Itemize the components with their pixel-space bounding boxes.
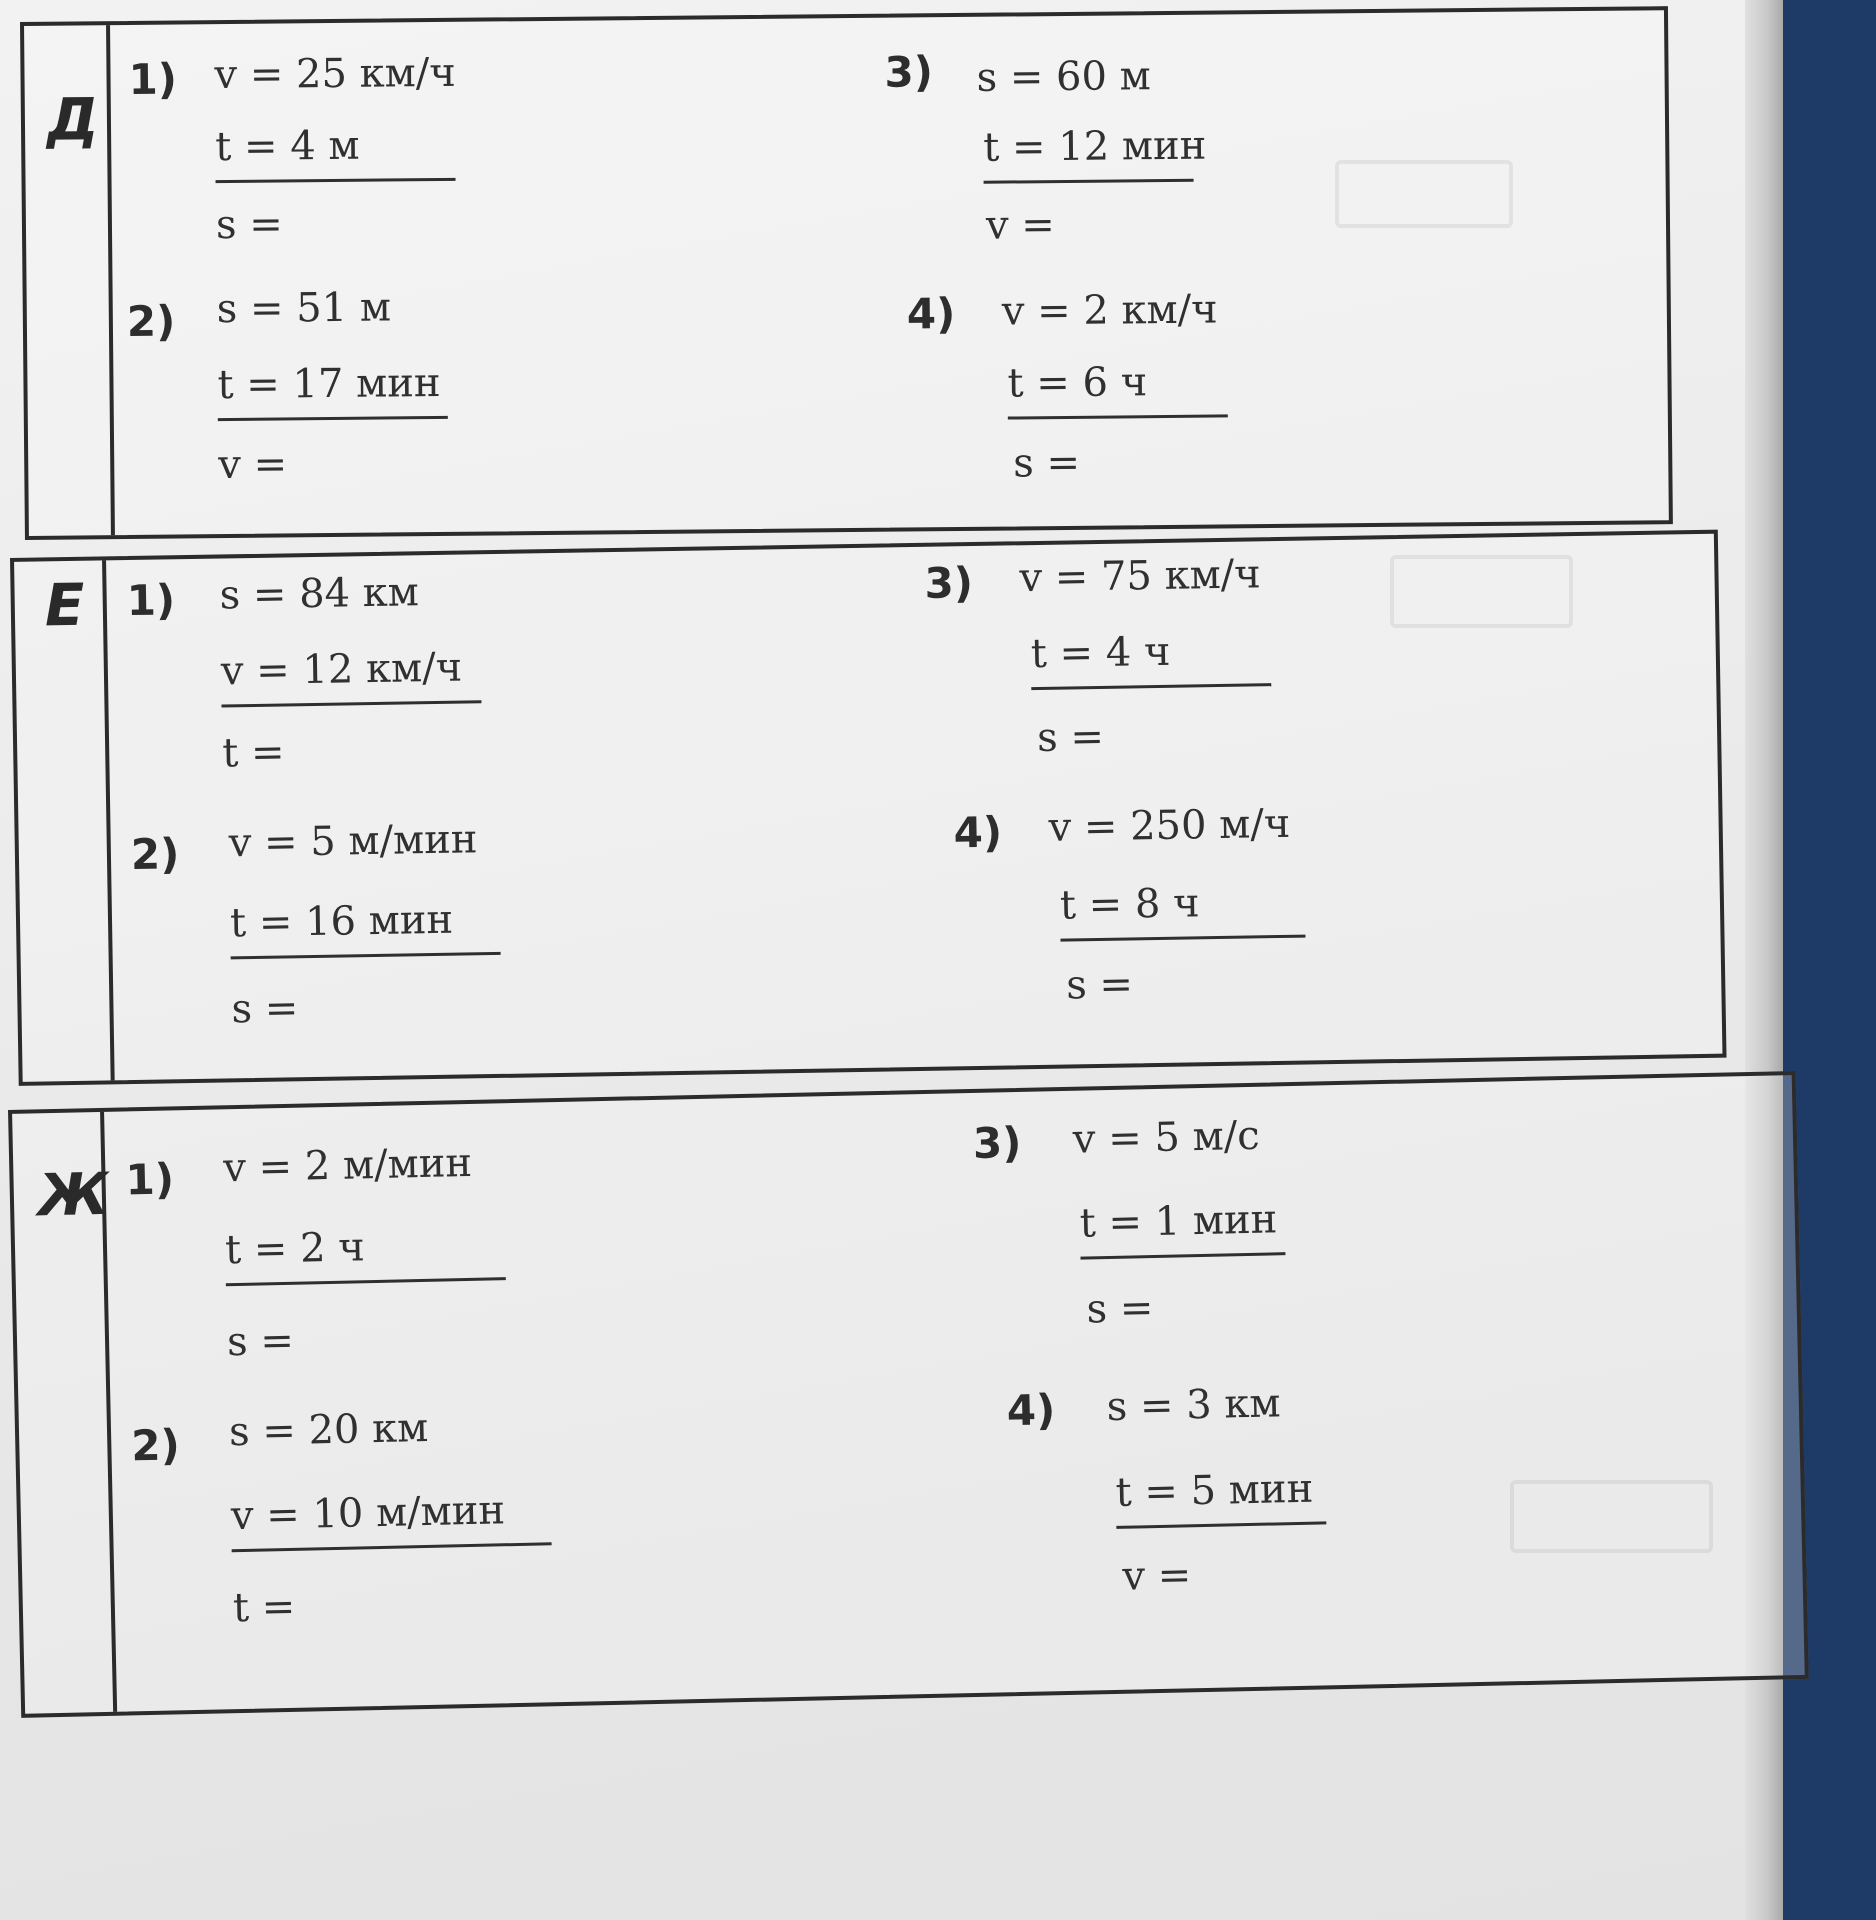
section-zh <box>8 1071 1809 1718</box>
answer-line: t = <box>232 1583 296 1632</box>
given-line: v = 25 км/ч <box>214 49 456 99</box>
problem-number: 3) <box>884 47 934 97</box>
answer-line: s = <box>1013 439 1081 487</box>
section-d <box>20 6 1673 540</box>
problem-number: 1) <box>126 575 176 626</box>
given-line: v = 2 км/ч <box>1001 286 1218 335</box>
problem-number: 2) <box>130 829 180 880</box>
given-line: t = 1 мин <box>1079 1196 1285 1259</box>
given-line: t = 5 мин <box>1115 1465 1326 1529</box>
answer-line: s = <box>1086 1285 1154 1333</box>
section-letter: Е <box>44 570 85 640</box>
problem-number: 4) <box>1006 1385 1056 1436</box>
answer-line: v = <box>1121 1552 1192 1600</box>
given-line: t = 8 ч <box>1060 879 1306 942</box>
answer-line: t = <box>221 729 285 777</box>
given-line: t = 17 мин <box>217 360 448 421</box>
given-line: t = 12 мин <box>983 123 1194 184</box>
given-line: s = 20 км <box>228 1404 429 1456</box>
answer-line: s = <box>1065 961 1134 1009</box>
section-letter: Ж <box>37 1159 110 1230</box>
answer-line: s = <box>231 985 299 1033</box>
given-line: v = 75 км/ч <box>1019 551 1262 602</box>
given-line: t = 2 ч <box>225 1221 506 1286</box>
section-letter: Д <box>46 85 99 154</box>
given-line: t = 16 мин <box>230 896 501 959</box>
given-line: v = 250 м/ч <box>1048 800 1291 851</box>
given-line: v = 12 км/ч <box>221 644 482 707</box>
answer-line: v = <box>218 441 288 489</box>
given-line: v = 2 м/мин <box>222 1139 473 1192</box>
problem-number: 3) <box>972 1117 1022 1168</box>
given-line: t = 4 ч <box>1030 627 1271 690</box>
section-e <box>10 530 1727 1086</box>
given-line: t = 6 ч <box>1007 358 1228 419</box>
answer-line: s = <box>226 1317 295 1366</box>
given-line: s = 3 км <box>1106 1380 1281 1431</box>
given-line: s = 51 м <box>216 284 392 333</box>
problem-number: 3) <box>924 558 974 608</box>
answer-line: v = <box>985 202 1056 249</box>
given-line: s = 84 км <box>219 569 420 619</box>
given-line: t = 4 м <box>215 122 456 183</box>
given-line: s = 60 м <box>976 53 1151 101</box>
answer-line: s = <box>215 201 283 249</box>
problem-number: 4) <box>953 807 1003 858</box>
problem-number: 2) <box>130 1420 181 1471</box>
problem-number: 1) <box>128 54 178 104</box>
problem-number: 2) <box>126 296 176 346</box>
problem-number: 1) <box>125 1154 175 1205</box>
given-line: v = 5 м/с <box>1072 1112 1261 1163</box>
answer-line: s = <box>1036 713 1105 761</box>
problem-number: 4) <box>906 289 956 339</box>
given-line: v = 5 м/мин <box>228 816 478 867</box>
given-line: v = 10 м/мин <box>230 1486 551 1552</box>
